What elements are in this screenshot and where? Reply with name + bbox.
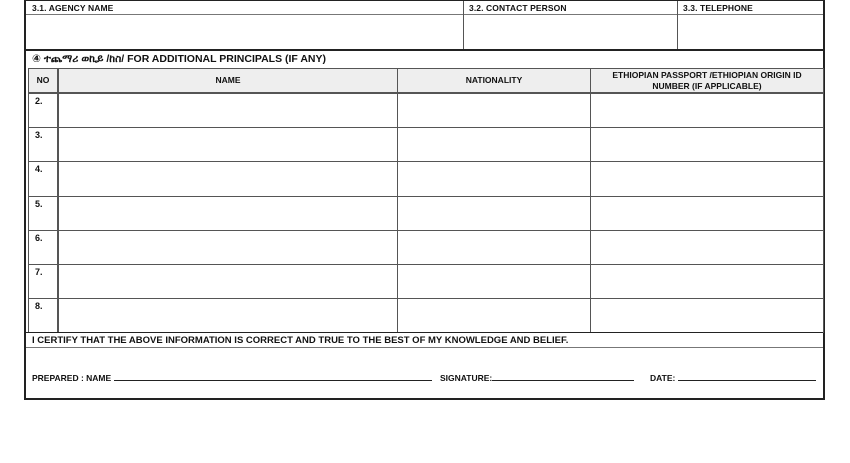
agency-name-field[interactable] xyxy=(27,15,461,48)
name-cell[interactable] xyxy=(58,264,398,299)
name-cell[interactable] xyxy=(58,161,398,196)
no-cell xyxy=(28,93,58,128)
certify-top-line xyxy=(26,332,823,333)
contact-person-label: 3.2. CONTACT PERSON xyxy=(469,3,567,13)
row-number: 5. xyxy=(35,198,43,209)
no-cell xyxy=(28,264,58,299)
passport-id-cell[interactable] xyxy=(590,161,824,196)
passport-id-cell[interactable] xyxy=(590,230,824,265)
row-number: 2. xyxy=(35,96,43,106)
nationality-cell[interactable] xyxy=(397,127,591,162)
nationality-cell[interactable] xyxy=(397,161,591,196)
nationality-cell[interactable] xyxy=(397,230,591,265)
row-number: 3. xyxy=(35,130,43,141)
certify-bottom-line xyxy=(26,347,823,348)
column-header-no: NO xyxy=(28,68,58,93)
no-cell xyxy=(28,127,58,162)
prepared-name-field[interactable] xyxy=(114,372,432,381)
nationality-cell[interactable] xyxy=(397,298,591,333)
prepared-by-row xyxy=(32,372,432,383)
name-cell[interactable] xyxy=(58,230,398,265)
column-header-nationality: NATIONALITY xyxy=(397,68,591,93)
certification-statement: I CERTIFY THAT THE ABOVE INFORMATION IS CORRECT AND TRUE TO THE BEST OF MY KNOWLEDGE AND BELIEF. xyxy=(32,335,569,346)
section4-title: FOR ADDITIONAL PRINCIPALS (IF ANY) xyxy=(127,53,327,65)
nationality-cell[interactable] xyxy=(397,93,591,128)
date-field[interactable] xyxy=(678,372,816,381)
passport-id-cell[interactable] xyxy=(590,93,824,128)
column-header-passport-id: ETHIOPIAN PASSPORT /ETHIOPIAN ORIGIN ID NUMBER (IF APPLICABLE) xyxy=(590,68,824,93)
section4-marker: ④ xyxy=(32,53,41,65)
contact-person-field[interactable] xyxy=(464,15,675,48)
no-cell xyxy=(28,196,58,231)
section-divider xyxy=(26,49,823,51)
row-number: 8. xyxy=(35,301,43,312)
no-cell xyxy=(28,298,58,333)
no-cell xyxy=(28,230,58,265)
passport-id-cell[interactable] xyxy=(590,127,824,162)
row-number: 6. xyxy=(35,232,43,243)
passport-id-cell[interactable] xyxy=(590,298,824,333)
date-label: DATE: xyxy=(650,373,676,383)
date-row xyxy=(650,372,816,383)
passport-id-cell[interactable] xyxy=(590,196,824,231)
name-cell[interactable] xyxy=(58,93,398,128)
name-cell[interactable] xyxy=(58,298,398,333)
name-cell[interactable] xyxy=(58,127,398,162)
column-header-name: NAME xyxy=(58,68,398,93)
section4-heading xyxy=(32,53,326,66)
nationality-cell[interactable] xyxy=(397,196,591,231)
principals-table xyxy=(28,68,824,332)
signature-row xyxy=(440,372,634,383)
telephone-field[interactable] xyxy=(678,15,823,48)
name-cell[interactable] xyxy=(58,196,398,231)
signature-field[interactable] xyxy=(492,372,634,381)
prepared-name-label: PREPARED : NAME xyxy=(32,373,112,383)
principal-form xyxy=(24,0,825,400)
nationality-cell[interactable] xyxy=(397,264,591,299)
telephone-label: 3.3. TELEPHONE xyxy=(683,3,753,13)
row-number: 4. xyxy=(35,164,43,175)
passport-id-cell[interactable] xyxy=(590,264,824,299)
row-number: 7. xyxy=(35,267,43,277)
section4-amharic-title: ተጨማሪ ወኪይ /ከስ/ xyxy=(43,53,125,65)
no-cell xyxy=(28,161,58,196)
signature-label: SIGNATURE: xyxy=(440,373,493,383)
agency-name-label: 3.1. AGENCY NAME xyxy=(32,3,114,13)
